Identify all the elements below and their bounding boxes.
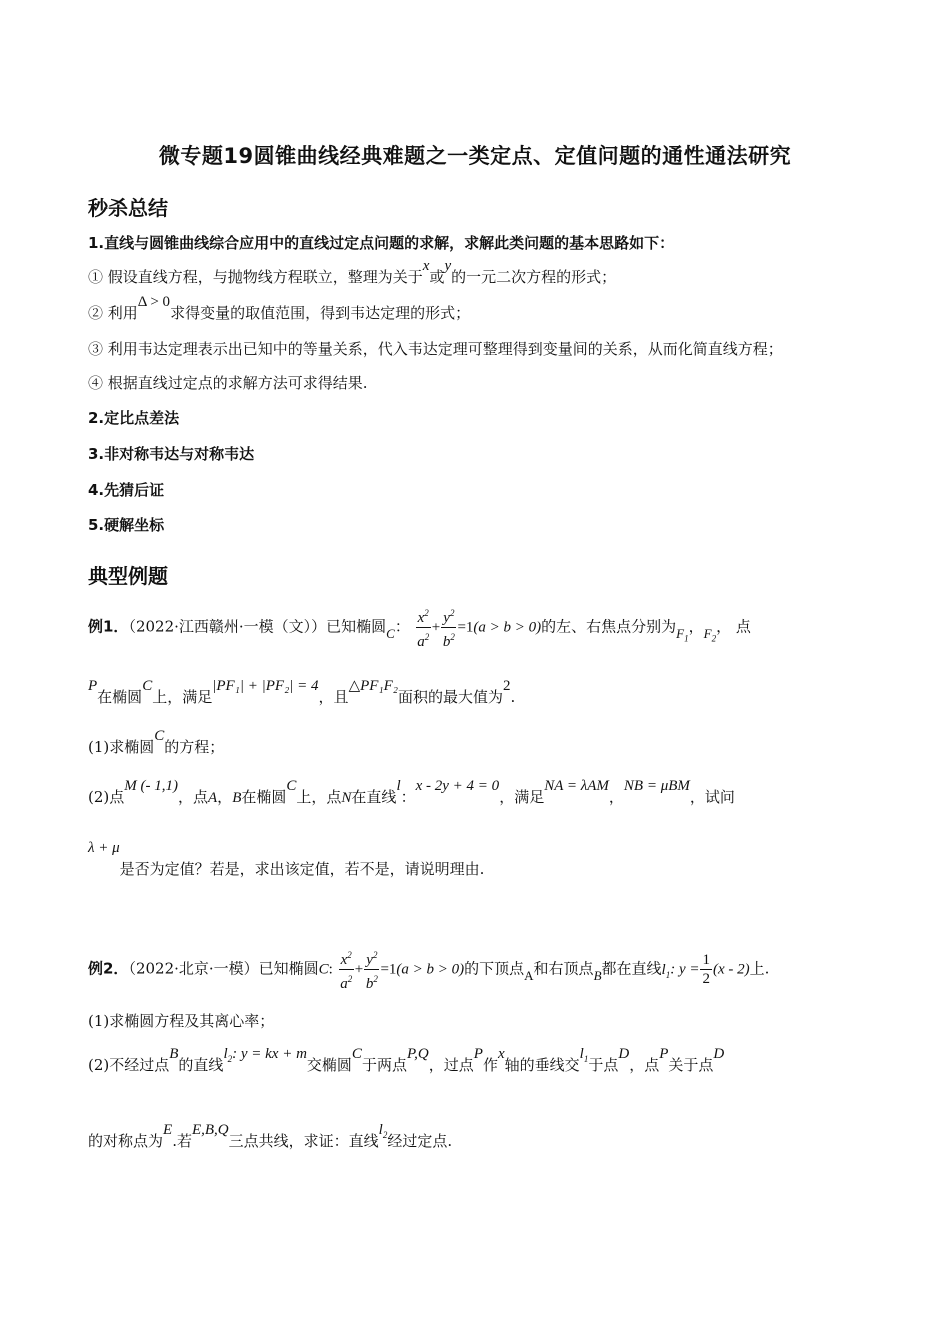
triangle-PF1F2: △PF₁F₂: [348, 678, 399, 694]
point-B: B: [232, 790, 242, 806]
step-2-text-a: ② 利用: [88, 304, 138, 322]
ellipse-C-ref: C: [142, 678, 153, 694]
summary-step-3: ③ 利用韦达定理表示出已知中的等量关系，代入韦达定理可整理得到变量间的关系，从而化简直线方程；: [88, 340, 783, 358]
example-1-question-2: [88, 778, 735, 809]
ex2-fraction-x2-a2: $\frac{x^2}{a^2}$: [339, 946, 354, 993]
ex2-q2-text-e: ，过点: [428, 1056, 474, 1074]
ex2-q2-text-h: 于点: [588, 1056, 619, 1074]
period: .: [510, 688, 516, 706]
summary-step-2: [88, 294, 471, 325]
vector-NB: NB = μBM: [623, 778, 690, 794]
focus-F2: $F_2$: [703, 625, 717, 644]
ex2-point-A: A: [524, 967, 534, 983]
ex2-line-l1-ref: $l_1$: [579, 1046, 589, 1064]
q1-text-b: 的方程；: [164, 738, 225, 756]
ex2-point-B: B: [593, 967, 602, 983]
example-2-label: 例2．: [88, 959, 129, 978]
step-1-text-a: ① 假设直线方程，与抛物线方程联立，整理为关于: [88, 268, 423, 286]
example-2-line-1: [88, 946, 769, 995]
ex2-q2-text-i: ，点: [629, 1056, 660, 1074]
summary-step-4: ④ 根据直线过定点的求解方法可求得结果.: [88, 374, 368, 392]
ex2-fraction-y2-b2: $\frac{y^2}{b^2}$: [364, 946, 379, 993]
max-area-value: 2: [503, 678, 511, 694]
ex2-text-on-line: 都在直线: [601, 959, 662, 978]
text-and: ，且: [318, 688, 349, 706]
text-satisfy: 上，满足: [152, 688, 213, 706]
point-P: P: [88, 678, 98, 694]
ex2-point-P: P: [473, 1046, 483, 1062]
example-1-line-1: [88, 604, 751, 652]
ex2-equals-one: =1: [380, 961, 397, 978]
ex2-q2-text-g: 轴的垂线交: [504, 1056, 580, 1074]
condition-a-b: (a > b > 0): [473, 619, 542, 636]
ex2-point-P-2: P: [659, 1046, 669, 1062]
q3-text: 是否为定值？若是，求出该定值，若不是，请说明理由.: [119, 860, 485, 878]
step-1-var-y: y: [444, 258, 452, 274]
ex2-line-l2-ref: $l_2$: [378, 1122, 388, 1140]
step-1-var-x: x: [422, 258, 430, 274]
example-1-line-2: [88, 678, 516, 709]
equals-one: =1: [457, 619, 474, 636]
ex2-text-right-vertex: 和右顶点: [533, 959, 594, 978]
section-heading-summary: 秒杀总结: [88, 196, 168, 220]
example-2-question-2-cont: [88, 1122, 453, 1158]
example-2-question-2: [88, 1046, 725, 1082]
q2-comma: ，: [217, 788, 233, 806]
example-1-question-2-cont: [88, 840, 485, 878]
fraction-x2-a2: $\frac{x^2}{a^2}$: [416, 604, 431, 651]
ex2-line-l1: $l_1$: [661, 961, 671, 980]
ex2-q3-text-a: 的对称点为: [88, 1132, 164, 1150]
q2-text-f: 在直线: [351, 788, 397, 806]
ex2-q2-text-f: 作: [482, 1056, 498, 1074]
text-max-area: 面积的最大值为: [398, 688, 504, 706]
ex2-q3-text-d: 经过定点.: [387, 1132, 453, 1150]
example-1-question-1: [88, 728, 225, 759]
ex2-q2-point-B: B: [169, 1046, 179, 1062]
q2-text-b: ，点: [177, 788, 208, 806]
point-word: ， 点: [716, 617, 751, 636]
focal-sum-equation: |PF₁| + |PF₂| = 4: [212, 678, 319, 694]
ex2-condition: (a > b > 0): [396, 961, 465, 978]
ex2-point-E: E: [163, 1122, 173, 1138]
summary-item-2: 2.定比点差法: [88, 409, 180, 427]
example-2-question-1: (1)求椭圆方程及其离心率；: [88, 1012, 275, 1030]
ex2-q2-text-b: 的直线: [178, 1056, 224, 1074]
q1-text-a: (1)求椭圆: [88, 738, 155, 756]
q2-text-h: ，满足: [499, 788, 545, 806]
ex2-q2-text-c: 交椭圆: [306, 1056, 352, 1074]
ex2-points-EBQ: E,B,Q: [191, 1122, 229, 1138]
ex2-q3-text-b: .若: [172, 1132, 192, 1150]
q2-comma-2: ，: [608, 788, 624, 806]
q2-ellipse-C: C: [286, 778, 297, 794]
q2-text-e: 上，点: [296, 788, 342, 806]
example-1-label: 例1．: [88, 617, 129, 636]
step-1-or: 或: [429, 268, 445, 286]
ex2-x-axis: x: [497, 1046, 505, 1062]
summary-item-5: 5.硬解坐标: [88, 516, 165, 534]
point-N: N: [341, 790, 352, 806]
example-1-source: （2022·江西赣州·一模（文））已知椭圆: [128, 617, 387, 636]
example-1-foci-text: 的左、右焦点分别为: [541, 617, 677, 636]
summary-item-4: 4.先猜后证: [88, 481, 165, 499]
step-2-text-b: 求得变量的取值范围，得到韦达定理的形式；: [170, 304, 471, 322]
example-2-source: （2022·北京·一模）已知椭圆: [128, 959, 319, 978]
line-l: l: [396, 778, 401, 794]
ex2-q2-text-j: 关于点: [668, 1056, 714, 1074]
vector-NA: NA = λAM: [544, 778, 609, 794]
q2-text-j: ，试问: [689, 788, 735, 806]
point-M: M (- 1,1): [124, 778, 178, 794]
text-on-ellipse: 在椭圆: [97, 688, 143, 706]
ex2-point-D: D: [618, 1046, 630, 1062]
ex2-q2-text-a: (2)不经过点: [88, 1056, 170, 1074]
example-1-colon: ：: [394, 617, 410, 636]
ex2-q3-text-c: 三点共线，求证：直线: [228, 1132, 379, 1150]
q2-text-d: 在椭圆: [241, 788, 287, 806]
lambda-plus-mu: λ + μ: [88, 840, 120, 856]
fraction-y2-b2: $\frac{y^2}{b^2}$: [441, 604, 456, 651]
ex2-q2-ellipse-C: C: [351, 1046, 362, 1062]
q2-colon: ：: [400, 788, 416, 806]
line-equation: x - 2y + 4 = 0: [415, 778, 500, 794]
q2-text-a: (2)点: [88, 788, 125, 806]
step-1-text-b: 的一元二次方程的形式；: [451, 268, 617, 286]
page-title: 微专题19圆锥曲线经典难题之一类定点、定值问题的通性通法研究: [158, 144, 792, 168]
plus-sign: +: [431, 619, 441, 636]
ex2-q2-text-d: 于两点: [361, 1056, 407, 1074]
ex2-l1-eq-b: (x - 2): [712, 961, 750, 978]
ex2-ellipse-C: C: [318, 961, 329, 978]
ex2-text-above: 上.: [749, 959, 770, 978]
point-A: A: [208, 790, 218, 806]
summary-item-1-title: 1.直线与圆锥曲线综合应用中的直线过定点问题的求解，求解此类问题的基本思路如下：: [88, 234, 675, 252]
focus-F1: $F_1$: [676, 625, 689, 644]
fraction-one-half: $\frac{1}{2}$: [702, 952, 710, 987]
summary-step-1: [88, 258, 617, 289]
step-2-delta: Δ > 0: [137, 294, 171, 310]
section-heading-examples: 典型例题: [88, 564, 168, 588]
ex2-plus: +: [354, 961, 364, 978]
ex2-l1-eq-a: : y =: [670, 961, 700, 978]
comma: ，: [688, 617, 704, 636]
summary-item-3: 3.非对称韦达与对称韦达: [88, 445, 255, 463]
ex2-point-D-2: D: [713, 1046, 725, 1062]
ex2-colon: :: [328, 961, 333, 978]
ex2-line-l2: $l_2$: y = kx + m: [223, 1046, 307, 1064]
q1-ellipse-C: C: [154, 728, 165, 744]
example-1-ellipse-C: C: [386, 625, 395, 641]
ex2-points-PQ: P,Q: [406, 1046, 429, 1062]
ex2-text-lower-vertex: 的下顶点: [464, 959, 525, 978]
